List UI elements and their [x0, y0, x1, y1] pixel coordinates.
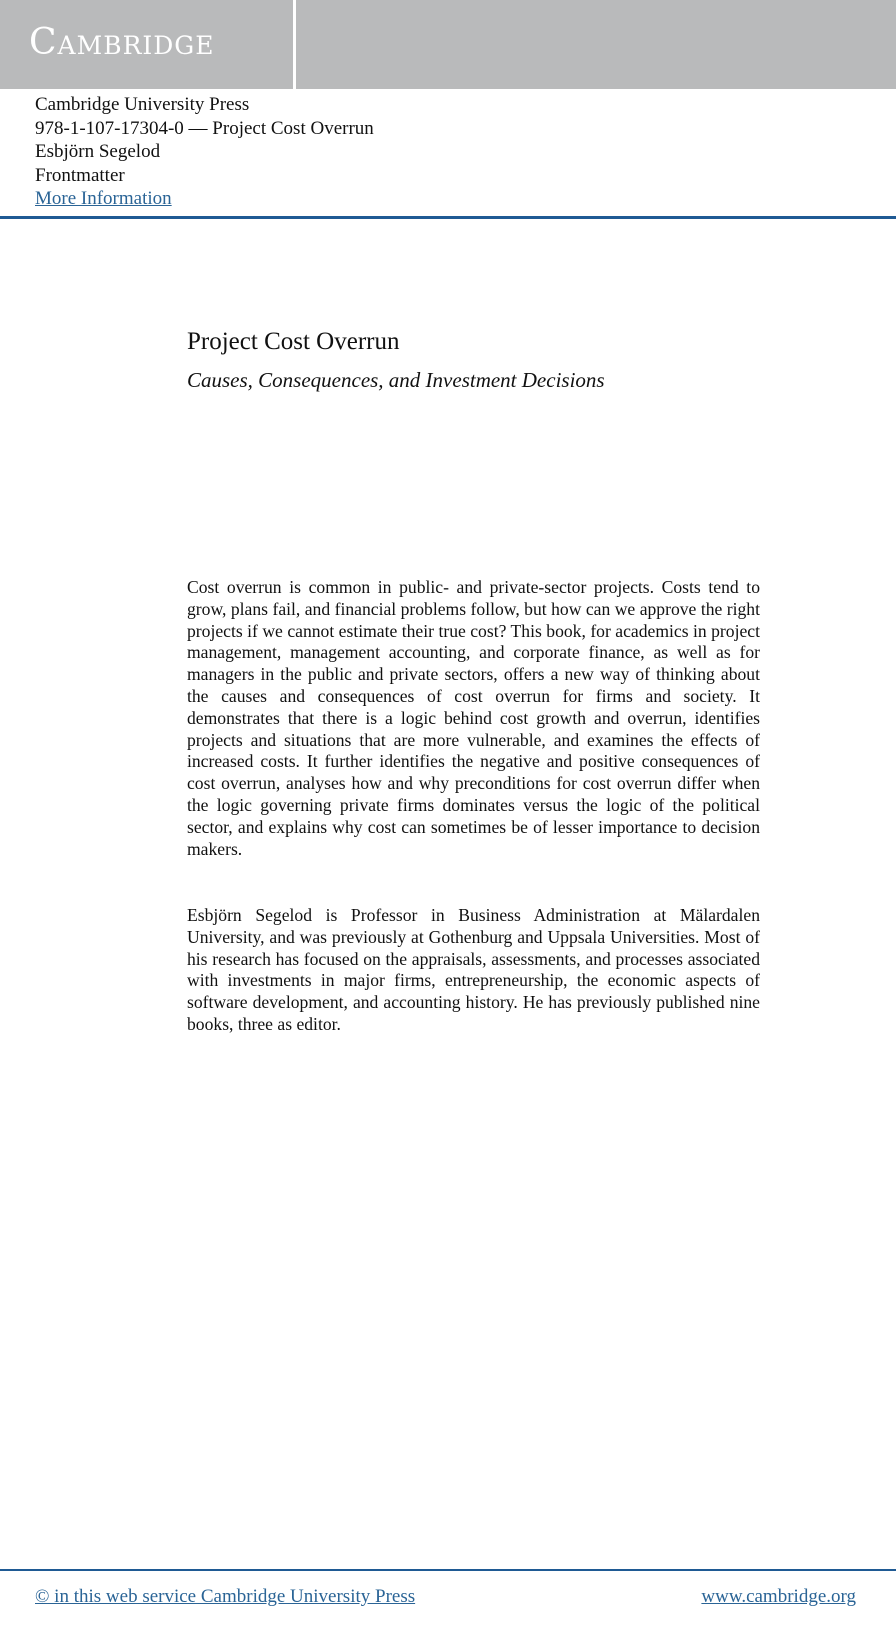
book-description: Cost overrun is common in public- and private-sector projects. Costs tend to grow, plans fail, and financial problems follow, but how can we approve the right projects if we cannot estimate their true cost? This book, for academics in project management, management accounting, and corporate finance, as well as for managers in the public and private sectors, offers a new way of thinking about the causes and consequences of cost overrun for firms and society. It demonstrates that there is a logic behind cost growth and overrun, identifies projects and situations that are more vulnerable, and examines the effects of increased costs. It further identifies the negative and positive consequences of cost overrun, analyses how and why preconditions for cost overrun differ when the logic governing private firms dominates versus the logic of the political sector, and explains why cost can sometimes be of lesser importance to decision makers.: [187, 577, 760, 859]
more-information-link[interactable]: More Information: [35, 188, 172, 209]
book-title: Project Cost Overrun: [187, 328, 400, 355]
cambridge-logo: Cambridge: [29, 22, 215, 63]
header-banner: [0, 0, 896, 89]
banner-divider: [293, 0, 296, 89]
author-bio: Esbjörn Segelod is Professor in Business Administration at Mälardalen University, and was previously at Gothenburg and Uppsala Universities. Most of his research has focused on the appraisals, assessments, and processes associated with investments in major firms, entrepreneurship, the economic aspects of software development, and accounting history. He has previously published nine books, three as editor.: [187, 905, 760, 1034]
book-subtitle: Causes, Consequences, and Investment Decisions: [187, 368, 605, 392]
publisher-name: Cambridge University Press: [35, 94, 250, 115]
header-divider: [0, 216, 896, 219]
author-name: Esbjörn Segelod: [35, 141, 161, 162]
website-link[interactable]: www.cambridge.org: [701, 1586, 856, 1607]
section-label: Frontmatter: [35, 164, 125, 186]
book-metadata: [35, 93, 374, 211]
isbn-title: 978-1-107-17304-0 — Project Cost Overrun: [35, 117, 374, 139]
copyright-link[interactable]: © in this web service Cambridge University Press: [35, 1586, 416, 1607]
footer-divider: [0, 1569, 896, 1571]
